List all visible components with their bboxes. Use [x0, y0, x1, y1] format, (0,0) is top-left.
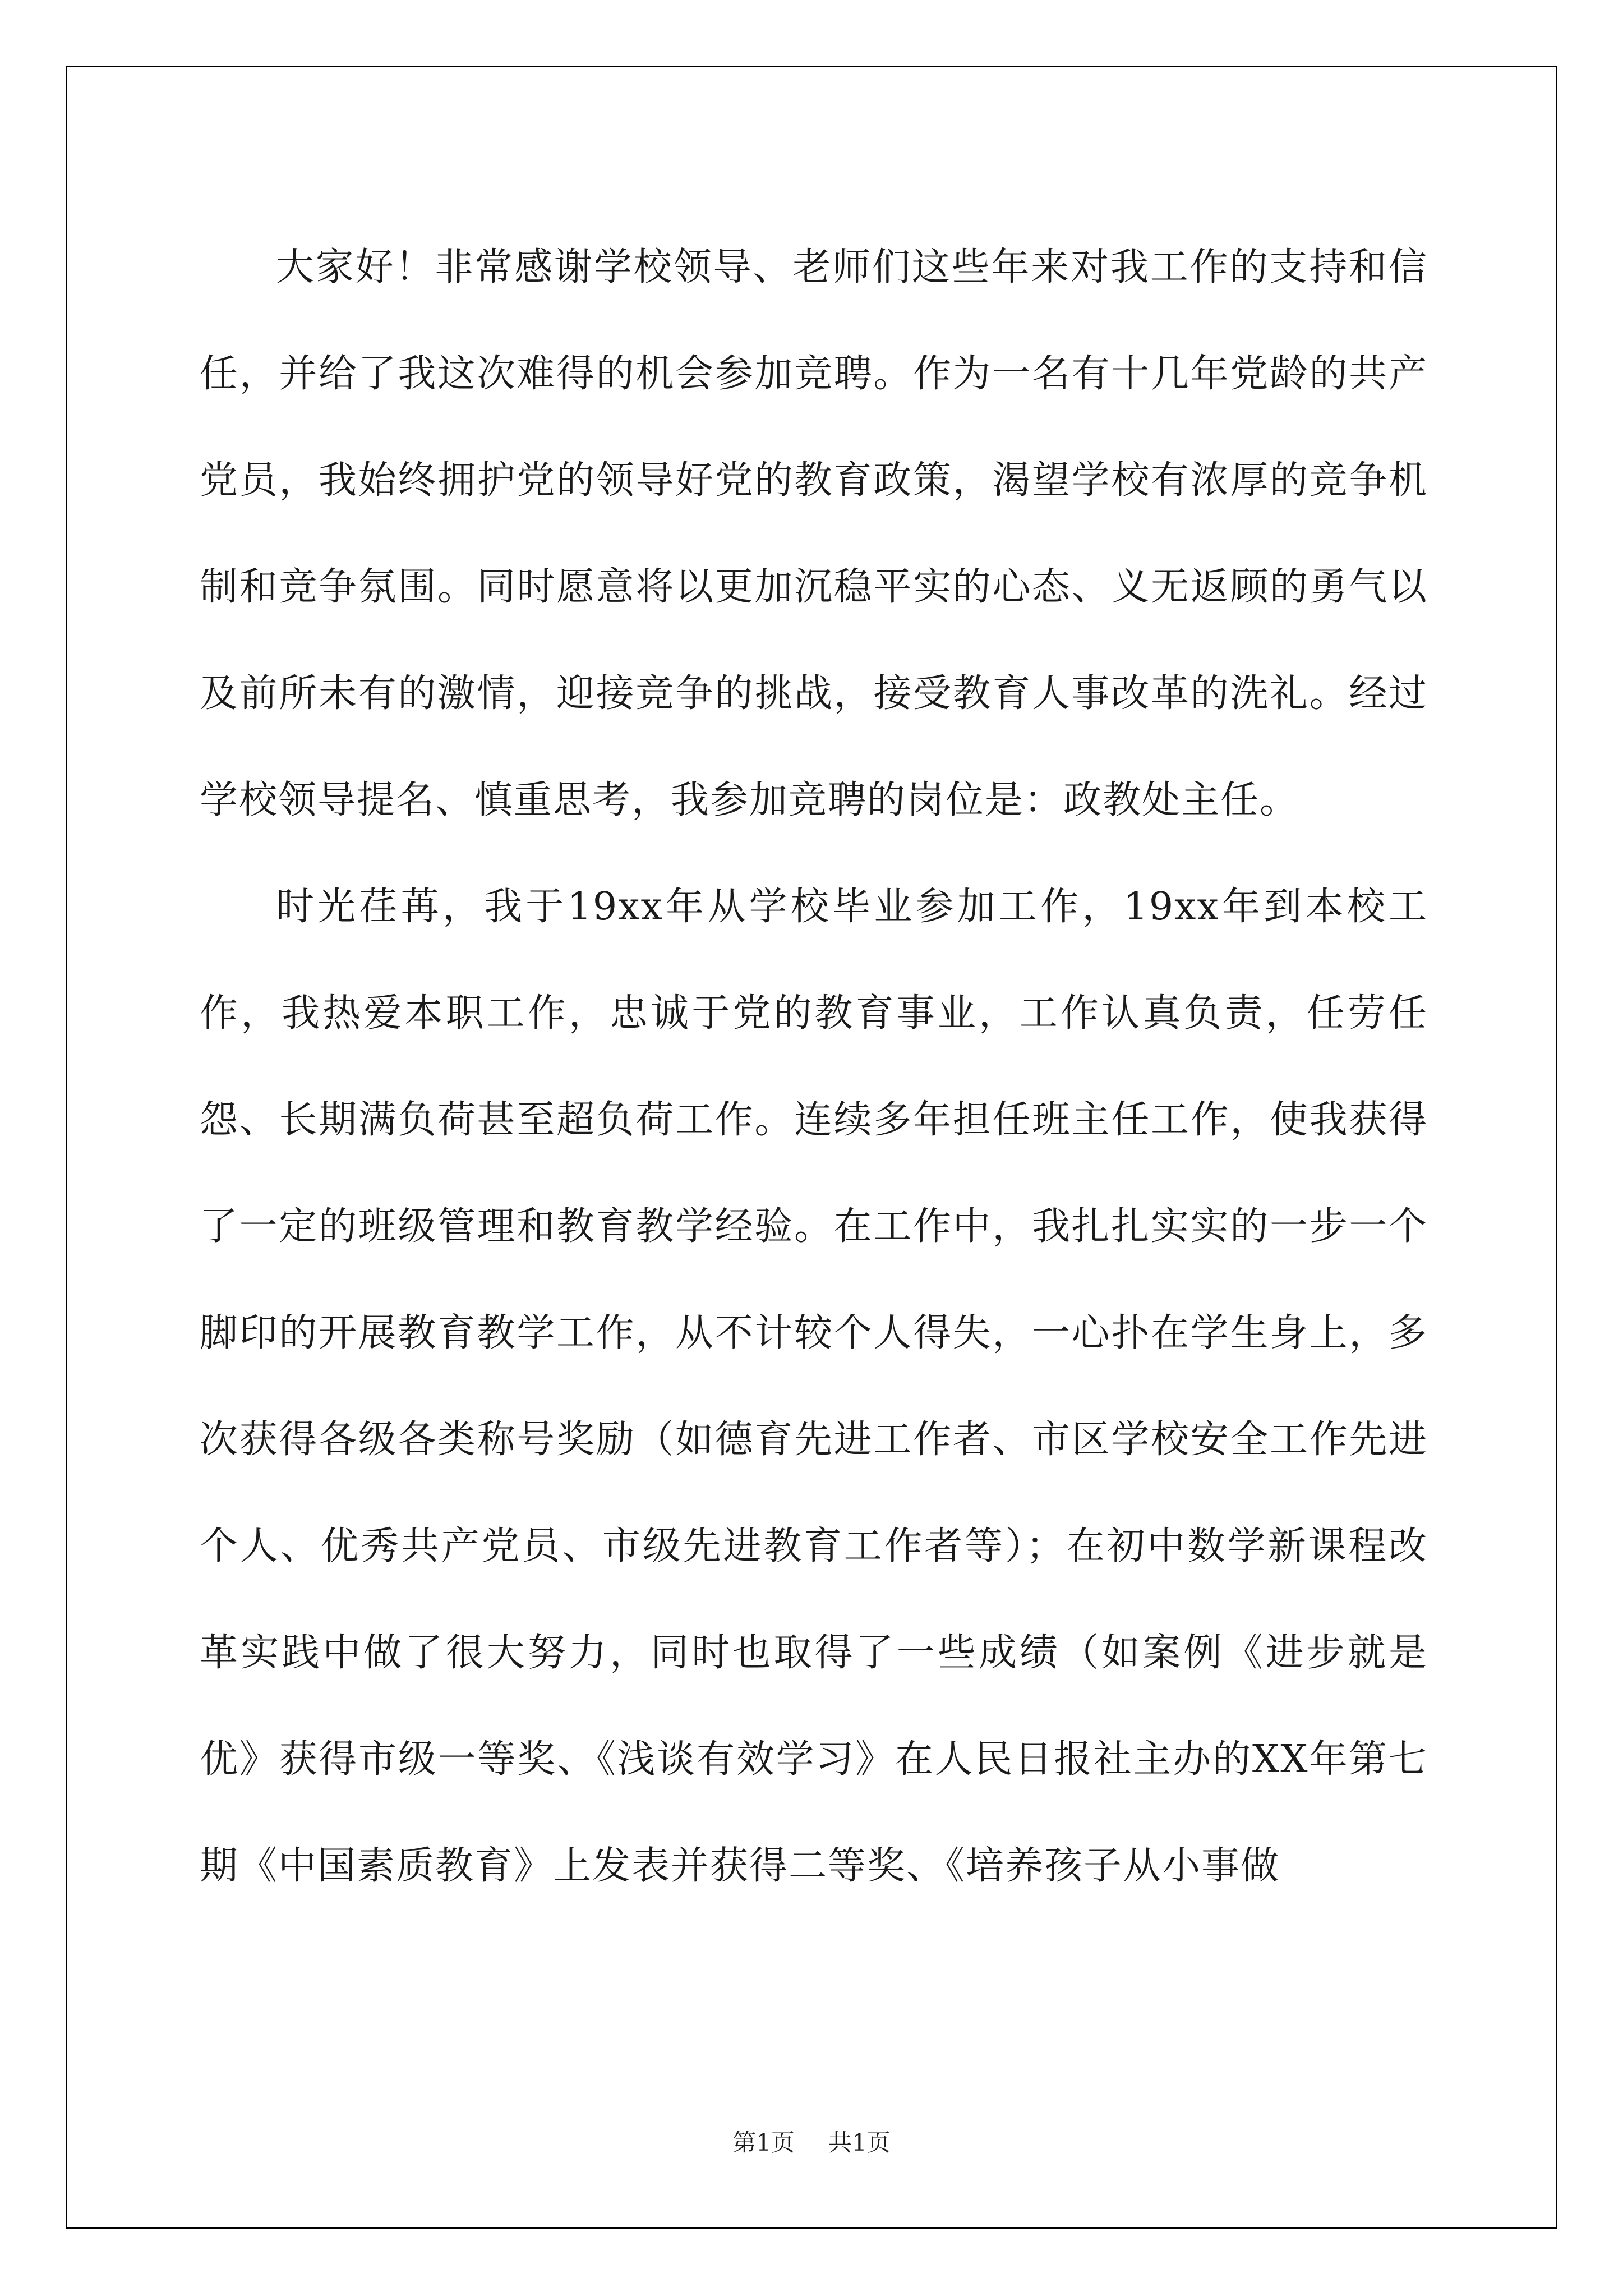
- paragraph-1: 大家好！非常感谢学校领导、老师们这些年来对我工作的支持和信任，并给了我这次难得的机会参加竞聘。作为一名有十几年党龄的共产党员，我始终拥护党的领导好党的教育政策，渴望学校有浓厚的竞争机制和竞争氛围。同时愿意将以更加沉稳平实的心态、义无返顾的勇气以及前所未有的激情，迎接竞争的挑战，接受教育人事改革的洗礼。经过学校领导提名、慎重思考，我参加竞聘的岗位是：政教处主任。: [200, 245, 1428, 822]
- page-total: 共1页: [828, 2129, 891, 2156]
- document-body: [200, 214, 1428, 1920]
- page-number: 第1页: [732, 2129, 795, 2156]
- paragraph-2: 时光荏苒，我于19xx年从学校毕业参加工作，19xx年到本校工作，我热爱本职工作，忠诚于党的教育事业，工作认真负责，任劳任怨、长期满负荷甚至超负荷工作。连续多年担任班主任工作，使我获得了一定的班级管理和教育教学经验。在工作中，我扎扎实实的一步一个脚印的开展教育教学工作，从不计较个人得失，一心扑在学生身上，多次获得各级各类称号奖励（如德育先进工作者、市区学校安全工作先进个人、优秀共产党员、市级先进教育工作者等）；在初中数学新课程改革实践中做了很大努力，同时也取得了一些成绩（如案例《进步就是优》获得市级一等奖、《浅谈有效学习》在人民日报社主办的XX年第七期《中国素质教育》上发表并获得二等奖、《培养孩子从小事做: [200, 885, 1428, 1888]
- page-footer: [0, 2126, 1623, 2160]
